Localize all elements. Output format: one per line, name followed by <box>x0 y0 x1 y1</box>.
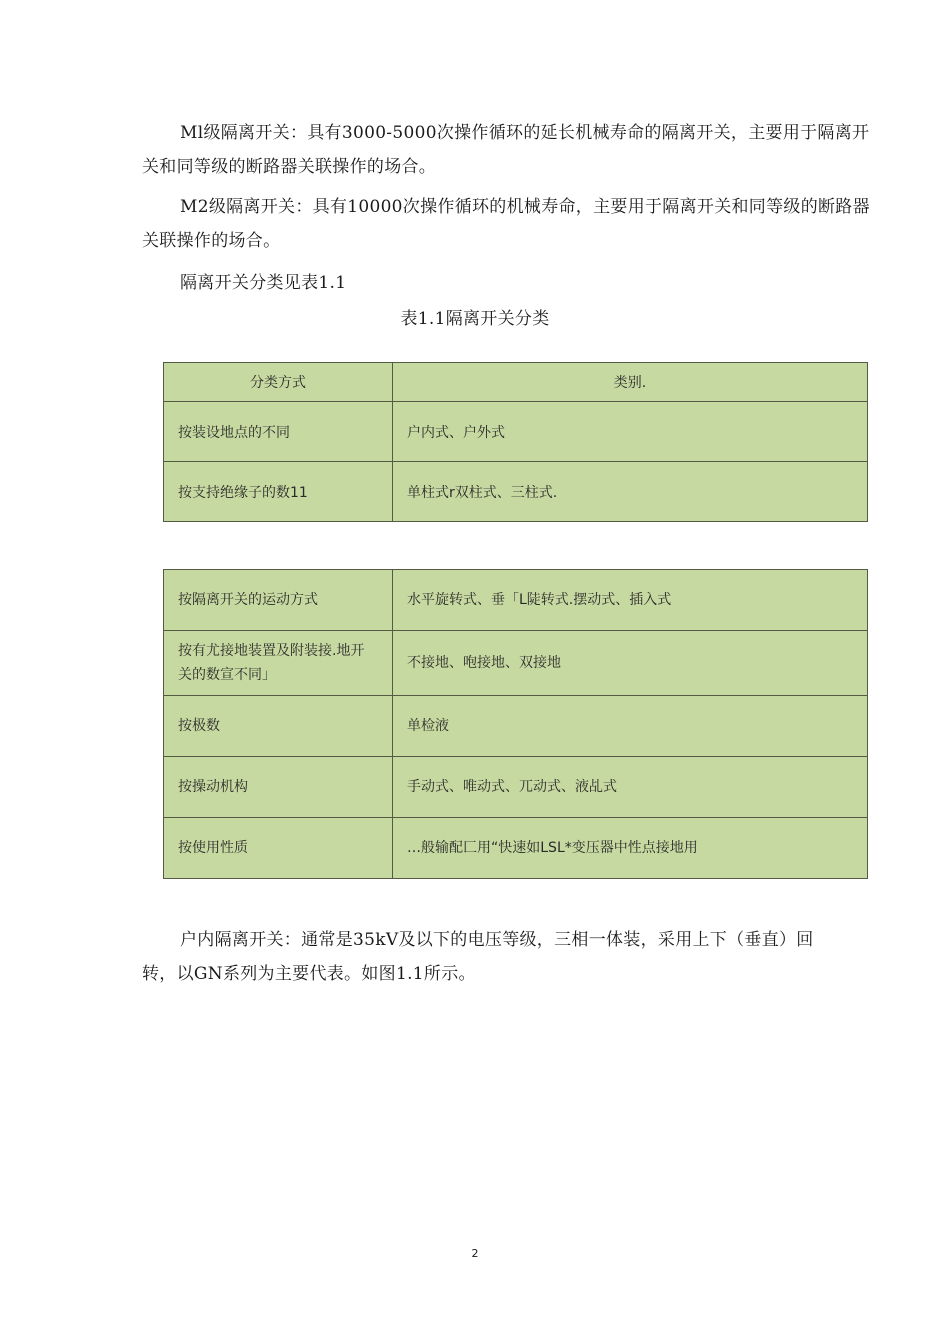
table-cell: 按极数 <box>164 696 393 757</box>
table-cell: 按支持绝缘子的数11 <box>164 462 393 522</box>
table-cell: 不接地、咆接地、双接地 <box>393 631 868 696</box>
table-cell: 户内式、户外式 <box>393 402 868 462</box>
paragraph-indoor-switch <box>142 923 832 991</box>
paragraph-table-ref <box>142 266 874 300</box>
page-number: 2 <box>471 1247 479 1260</box>
paragraph-m2-switch <box>142 190 874 258</box>
header-cell-category: 类别. <box>393 363 868 402</box>
table-cell: 水平旋转式、垂「L陡转式.摆动式、插入式 <box>393 570 868 631</box>
table-cell: 按有尤接地装置及附装接.地开关的数宣不同」 <box>164 631 393 696</box>
table-row <box>164 631 868 696</box>
table-row <box>164 570 868 631</box>
table-caption: 表1.1隔离开关分类 <box>400 309 550 329</box>
table-header-row <box>164 363 868 402</box>
table-cell: 按操动机构 <box>164 757 393 818</box>
paragraph-text: M2级隔离开关：具有10000次操作循环的机械寿命，主要用于隔离开关和同等级的断路器关联操作的场合。 <box>142 197 870 251</box>
paragraph-m1-switch <box>142 116 874 184</box>
classification-table-part1 <box>163 362 868 522</box>
classification-table-part2 <box>163 569 868 879</box>
table-cell: 单检液 <box>393 696 868 757</box>
paragraph-text: Ml级隔离开关：具有3000-5000次操作循环的延长机械寿命的隔离开关，主要用于隔离开关和同等级的断路器关联操作的场合。 <box>142 123 870 177</box>
table-cell: 手动式、唯动式、兀动式、液乩式 <box>393 757 868 818</box>
table-cell: 按装设地点的不同 <box>164 402 393 462</box>
paragraph-text: 隔离开关分类见表1.1 <box>180 273 347 293</box>
table-cell: …般输配匚用“快速如LSL*变压器中性点接地用 <box>393 818 868 879</box>
table-cell: 按隔离开关的运动方式 <box>164 570 393 631</box>
table-row <box>164 696 868 757</box>
table-cell: 单柱式r双柱式、三柱式. <box>393 462 868 522</box>
table-row <box>164 462 868 522</box>
header-cell-method: 分类方式 <box>164 363 393 402</box>
table-row <box>164 757 868 818</box>
table-row <box>164 402 868 462</box>
table-row <box>164 818 868 879</box>
table-cell: 按使用性质 <box>164 818 393 879</box>
paragraph-text: 户内隔离开关：通常是35kV及以下的电压等级，三相一体装，采用上下（垂直）回转，以GN系列为主要代表。如图1.1所示。 <box>142 930 814 984</box>
